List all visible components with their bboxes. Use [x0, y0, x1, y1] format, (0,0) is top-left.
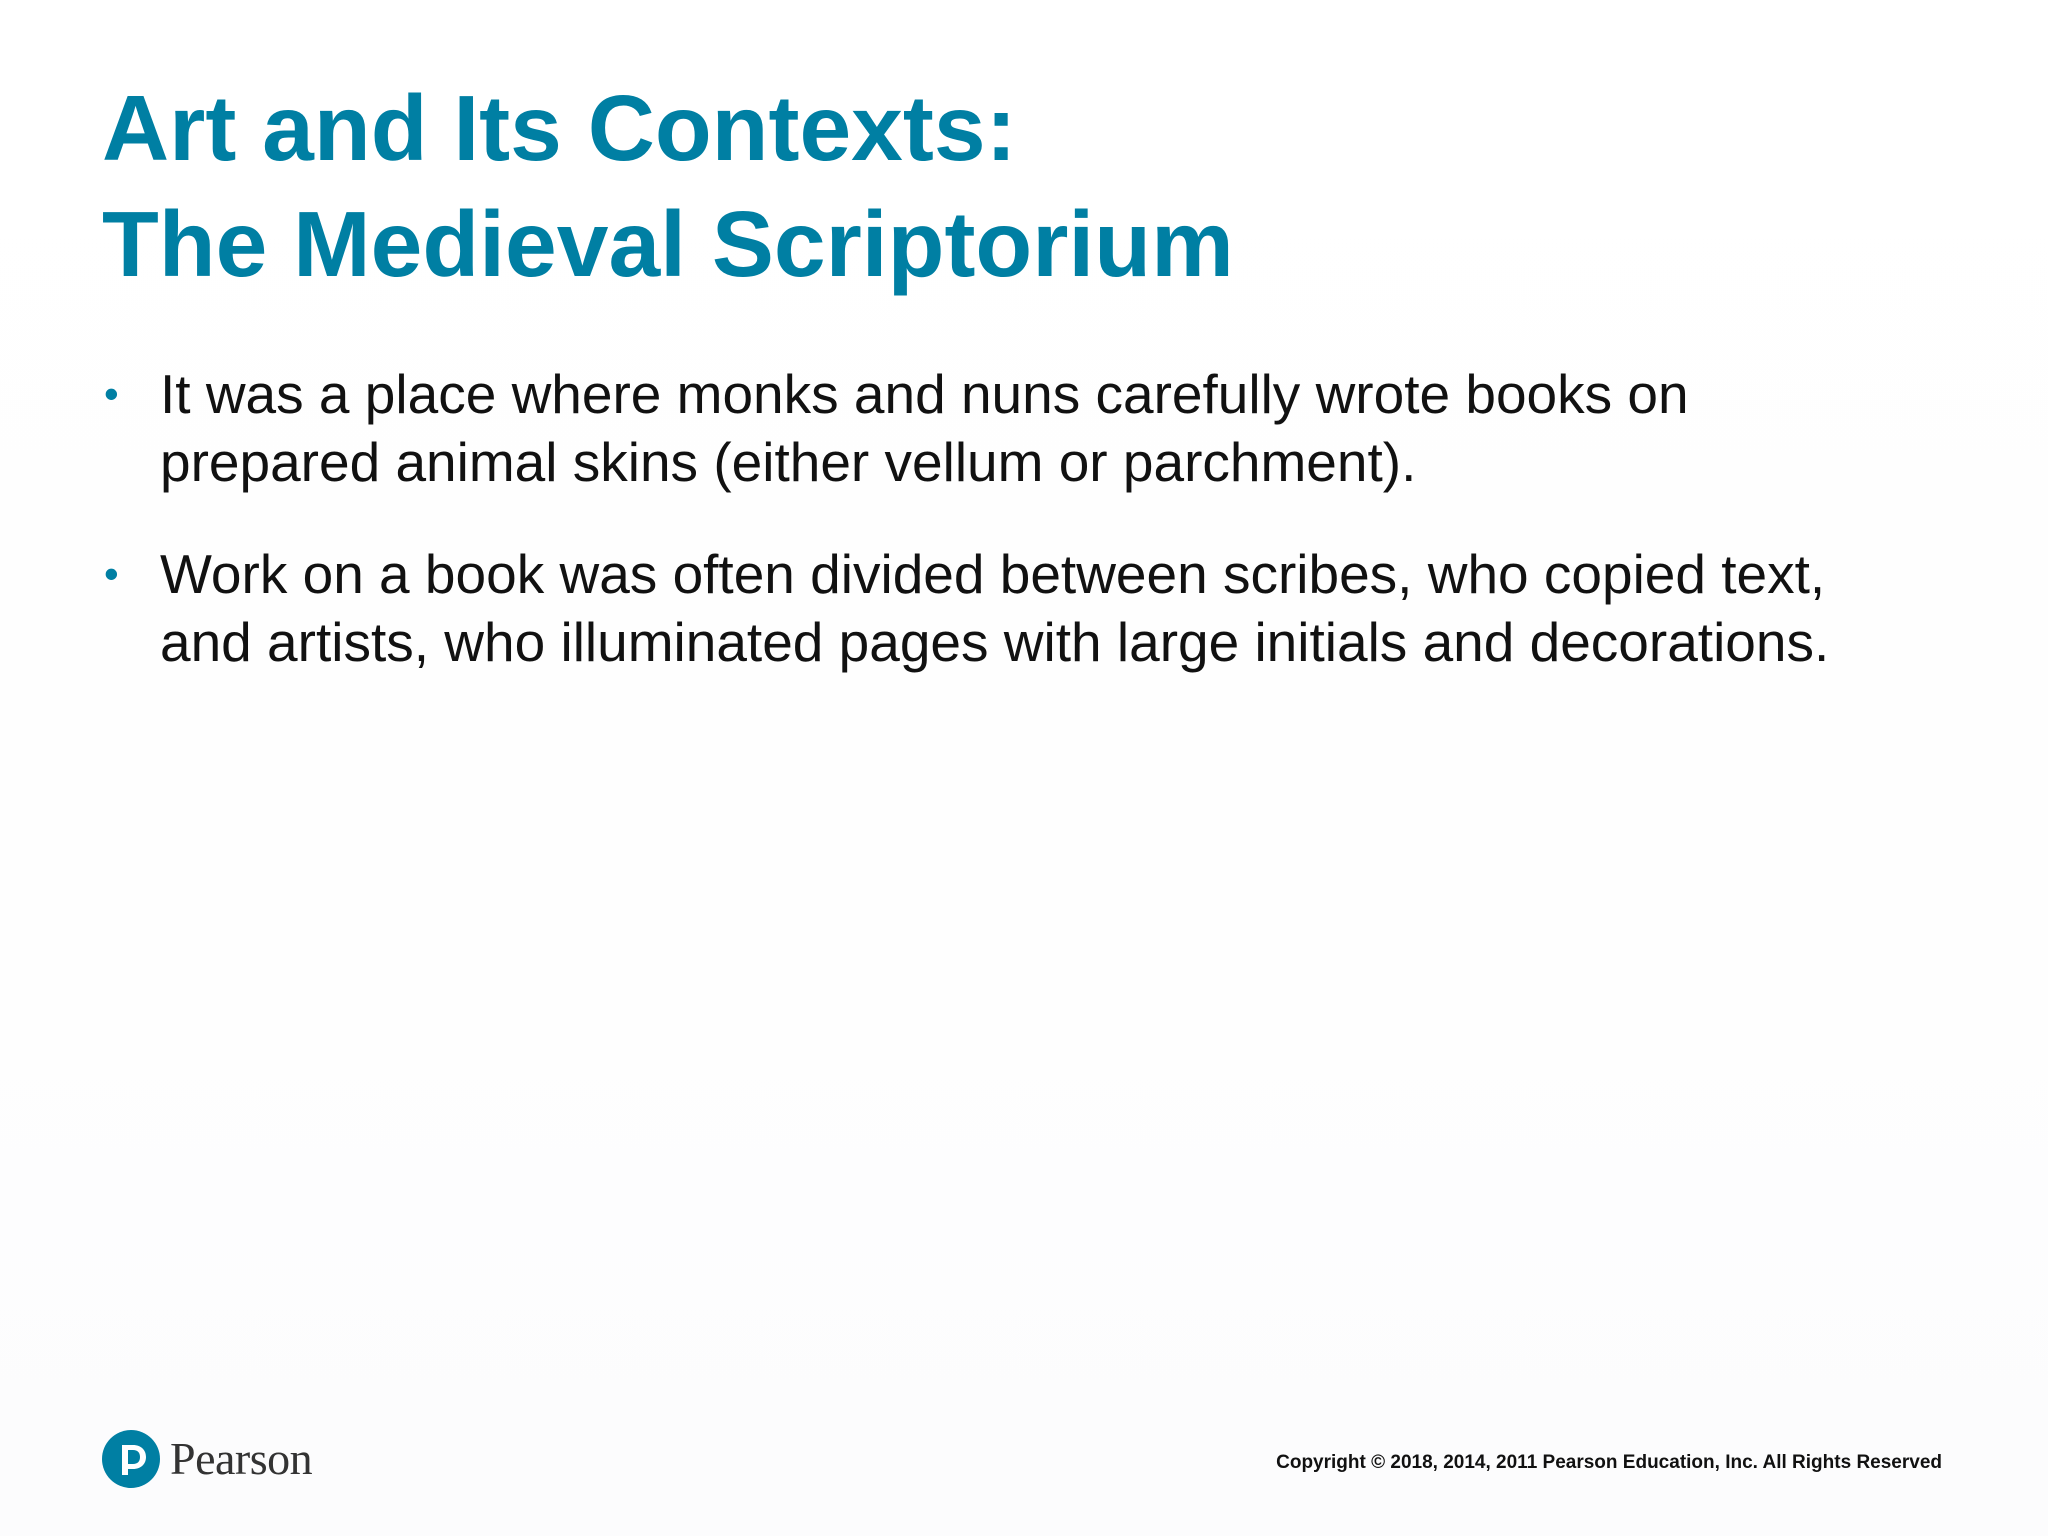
title-line: Art and Its Contexts:	[102, 76, 1017, 180]
bullet-text	[160, 360, 1952, 496]
bullet-item	[102, 540, 1952, 676]
bullet-list	[102, 360, 1952, 720]
bullet-text	[160, 540, 1952, 676]
slide-title	[102, 70, 1234, 302]
copyright-notice: Copyright © 2018, 2014, 2011 Pearson Education, Inc. All Rights Reserved	[1276, 1452, 1942, 1473]
bullet-line: Work on a book was often divided between scribes, who copied text,	[160, 543, 1826, 605]
bullet-item	[102, 360, 1952, 496]
title-line: The Medieval Scriptorium	[102, 192, 1234, 296]
bullet-line: and artists, who illuminated pages with large initials and decorations.	[160, 611, 1830, 673]
bullet-dot-icon: •	[104, 550, 119, 597]
bullet-dot-icon: •	[104, 370, 119, 417]
bullet-line: It was a place where monks and nuns carefully wrote books on	[160, 363, 1689, 425]
pearson-logo	[102, 1426, 312, 1492]
pearson-logo-icon	[102, 1430, 160, 1488]
bullet-line: prepared animal skins (either vellum or parchment).	[160, 431, 1417, 493]
logo-text: Pearson	[170, 1433, 313, 1484]
